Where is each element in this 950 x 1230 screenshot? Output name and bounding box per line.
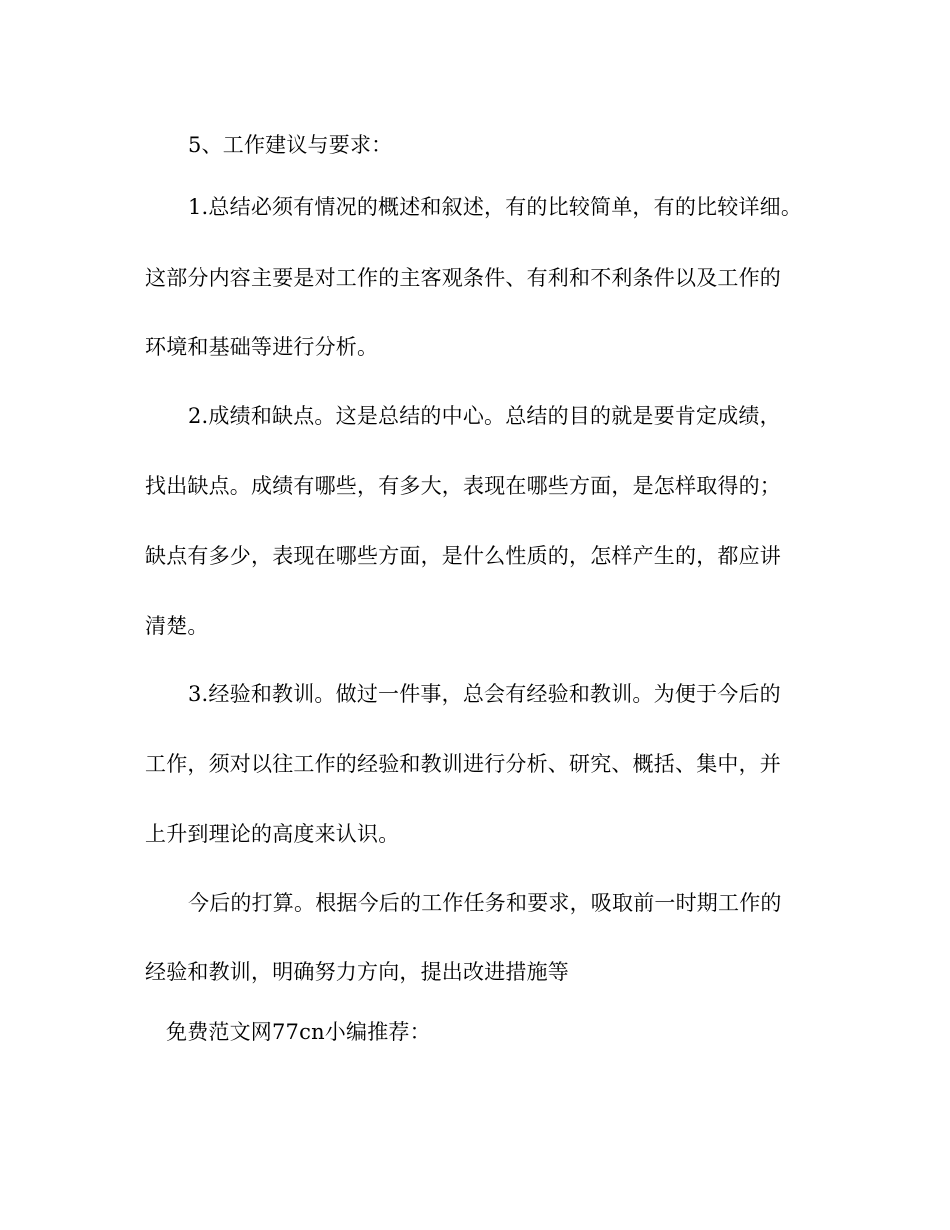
paragraph-line: 经验和教训，明确努力方向，提出改进措施等 bbox=[145, 960, 569, 984]
paragraph-line: 今后的打算。根据今后的工作任务和要求，吸取前一时期工作的 bbox=[188, 891, 782, 915]
paragraph-line: 上升到理论的高度来认识。 bbox=[145, 822, 400, 846]
section-heading: 5、工作建议与要求： bbox=[188, 133, 393, 157]
paragraph-line: 找出缺点。成绩有哪些，有多大，表现在哪些方面，是怎样取得的； bbox=[145, 474, 781, 498]
paragraph-line: 这部分内容主要是对工作的主客观条件、有利和不利条件以及工作的 bbox=[145, 266, 781, 290]
paragraph-line: 1.总结必须有情况的概述和叙述，有的比较简单，有的比较详细。 bbox=[188, 195, 803, 219]
paragraph-line: 2.成绩和缺点。这是总结的中心。总结的目的就是要肯定成绩， bbox=[188, 404, 781, 428]
paragraph-line: 3.经验和教训。做过一件事，总会有经验和教训。为便于今后的 bbox=[188, 682, 781, 706]
recommendation-line: 免费范文网77cn小编推荐： bbox=[166, 1020, 431, 1044]
paragraph-line: 工作，须对以往工作的经验和教训进行分析、研究、概括、集中，并 bbox=[145, 752, 781, 776]
paragraph-line: 环境和基础等进行分析。 bbox=[145, 335, 379, 359]
paragraph-line: 清楚。 bbox=[145, 614, 209, 638]
paragraph-line: 缺点有多少，表现在哪些方面，是什么性质的，怎样产生的，都应讲 bbox=[145, 544, 781, 568]
